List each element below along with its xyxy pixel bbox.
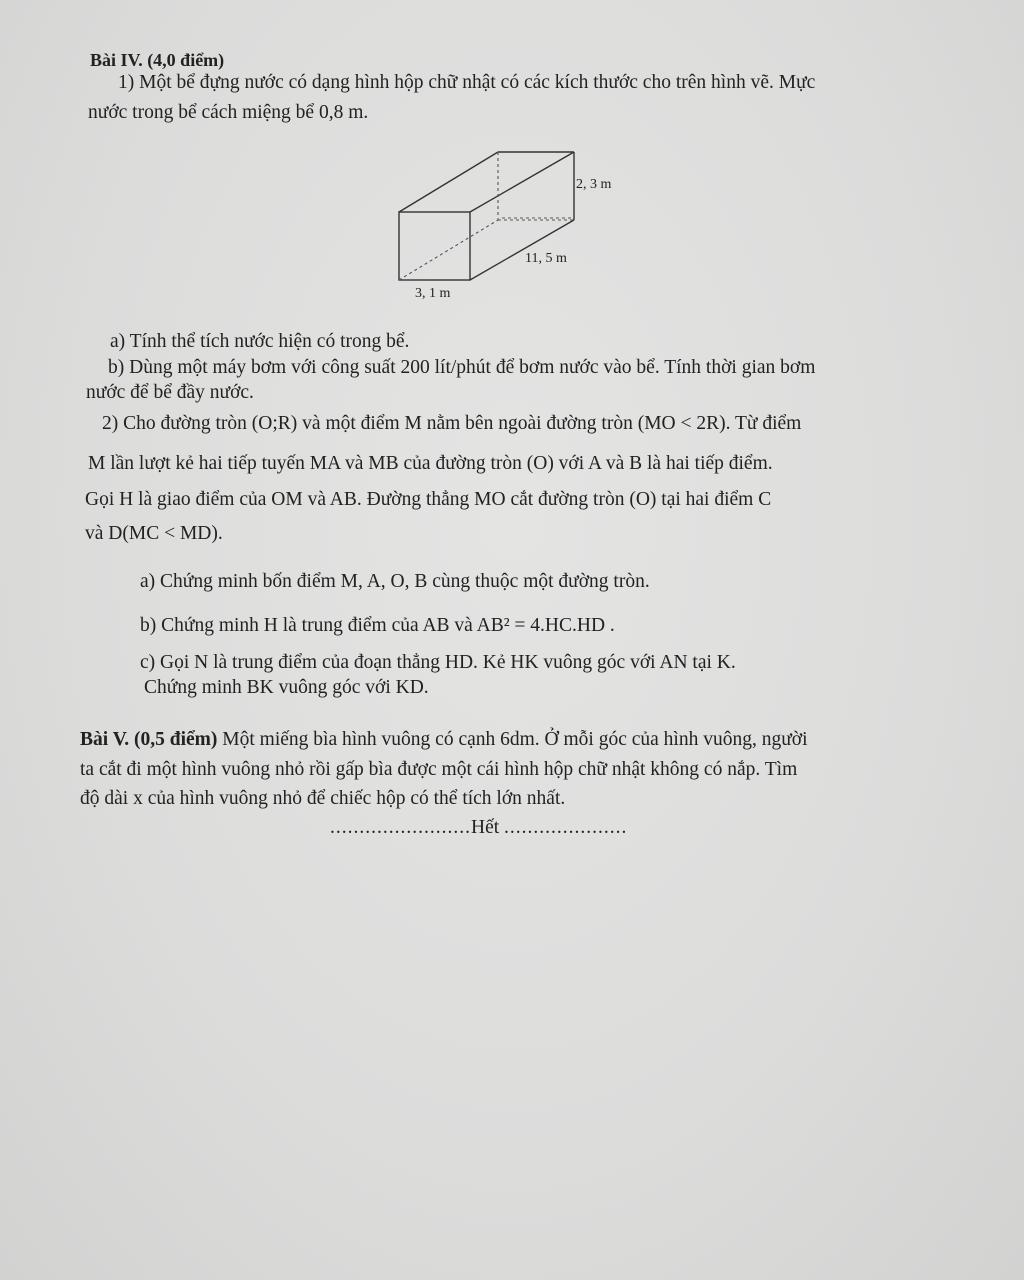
bai4-p1-line2: nước trong bể cách miệng bể 0,8 m. bbox=[88, 102, 369, 123]
bai5-title: Bài V. (0,5 điểm) bbox=[80, 729, 218, 750]
box-front-face bbox=[399, 212, 470, 280]
end-dots-right: ..................... bbox=[504, 817, 628, 838]
bai5-line2: ta cắt đi một hình vuông nhỏ rồi gấp bìa được một cái hình hộp chữ nhật không có nắp. Tìm bbox=[80, 759, 798, 780]
bai4-p1-a: a) Tính thể tích nước hiện có trong bể. bbox=[110, 331, 410, 352]
bai4-title: Bài IV. (4,0 điểm) bbox=[90, 50, 225, 70]
end-marker bbox=[330, 816, 627, 840]
bai5-first-line bbox=[80, 728, 808, 752]
bai4-p1-b-line1: b) Dùng một máy bơm với công suất 200 lít/phút để bơm nước vào bể. Tính thời gian bơm bbox=[108, 357, 816, 378]
bai4-p2-a: a) Chứng minh bốn điểm M, A, O, B cùng thuộc một đường tròn. bbox=[140, 571, 650, 592]
bai5-line3: độ dài x của hình vuông nhỏ để chiếc hộp có thể tích lớn nhất. bbox=[80, 788, 566, 809]
bai4-p2-b: b) Chứng minh H là trung điểm của AB và AB² = 4.HC.HD . bbox=[140, 615, 615, 636]
bai4-p2-line1: 2) Cho đường tròn (O;R) và một điểm M nằm bên ngoài đường tròn (MO < 2R). Từ điểm bbox=[102, 413, 802, 434]
width-label: 3, 1 m bbox=[415, 286, 451, 301]
bai4-p2-line2: M lần lượt kẻ hai tiếp tuyến MA và MB của đường tròn (O) với A và B là hai tiếp điểm. bbox=[88, 453, 773, 474]
bai4-p1-line1: 1) Một bể đựng nước có dạng hình hộp chữ nhật có các kích thước cho trên hình vẽ. Mực bbox=[118, 72, 816, 93]
hidden-edge-diagonal bbox=[399, 220, 498, 280]
bai5-line1: Một miếng bìa hình vuông có cạnh 6dm. Ở mỗi góc của hình vuông, người bbox=[222, 729, 808, 750]
height-label: 2, 3 m bbox=[576, 177, 612, 192]
box-figure bbox=[385, 140, 635, 305]
end-text: Hết bbox=[471, 817, 500, 838]
bai4-p2-c-line1: c) Gọi N là trung điểm của đoạn thẳng HD. Kẻ HK vuông góc với AN tại K. bbox=[140, 652, 736, 673]
length-label: 11, 5 m bbox=[525, 251, 567, 266]
bai4-p1-b-line2: nước để bể đầy nước. bbox=[86, 382, 254, 403]
bai4-p2-line3: Gọi H là giao điểm của OM và AB. Đường thẳng MO cắt đường tròn (O) tại hai điểm C bbox=[85, 489, 772, 510]
bai4-p2-c-line2: Chứng minh BK vuông góc với KD. bbox=[144, 677, 429, 698]
end-dots-left: ........................ bbox=[330, 817, 471, 838]
bai4-p2-line4: và D(MC < MD). bbox=[85, 523, 223, 544]
